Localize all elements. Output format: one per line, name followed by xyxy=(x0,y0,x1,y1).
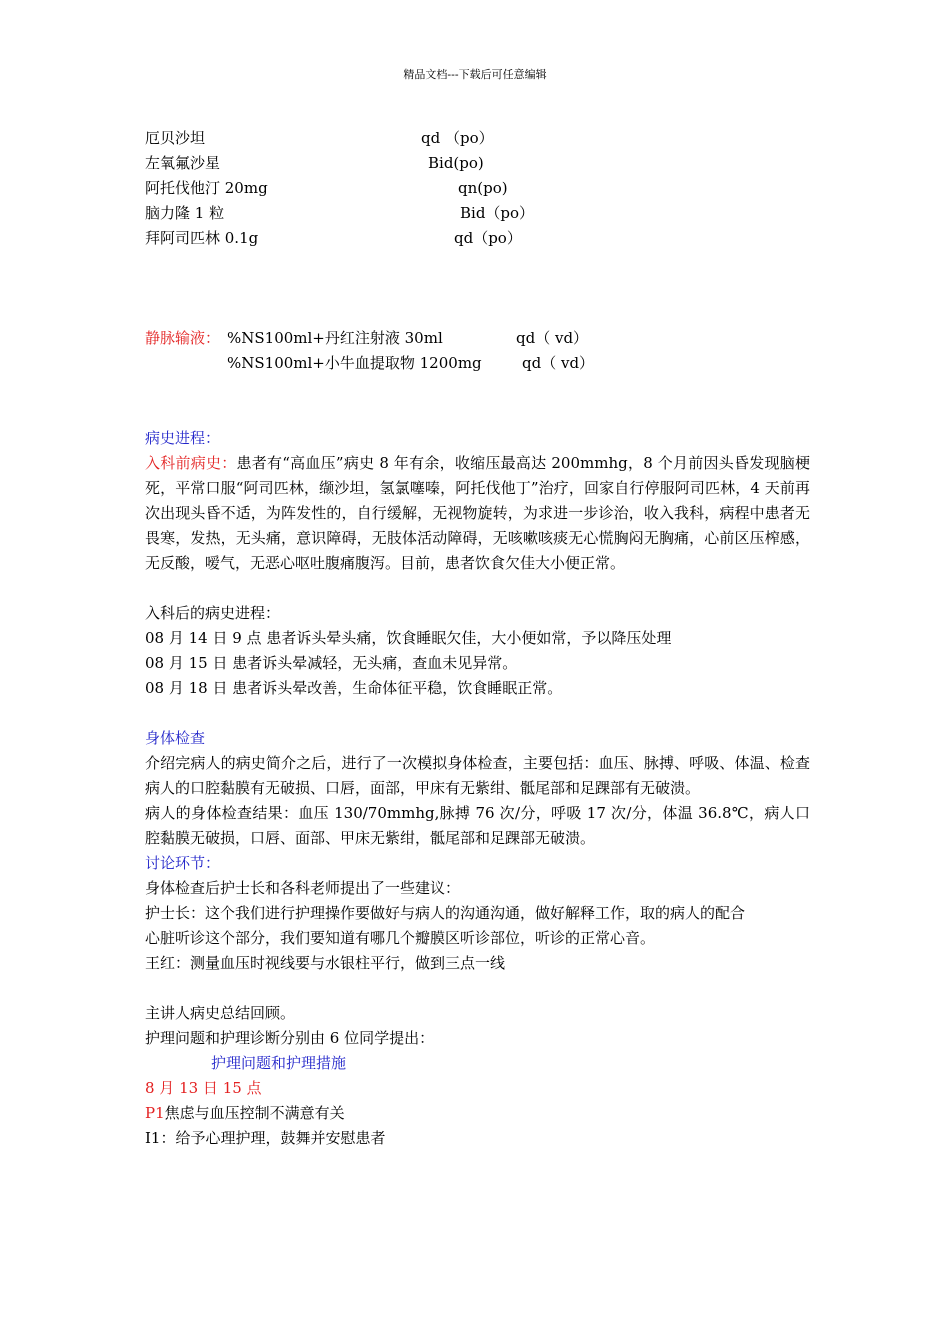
iv-label: 静脉输液： xyxy=(145,329,221,347)
medication-frequency: qd （po） xyxy=(421,129,494,147)
document-body xyxy=(145,126,810,1151)
discussion-title: 讨论环节： xyxy=(145,854,221,872)
history-title: 病史进程： xyxy=(145,429,221,447)
iv-drug: %NS100ml+丹红注射液 30ml xyxy=(227,329,443,347)
nursing-subtitle: 护理问题和护理措施 xyxy=(211,1054,347,1072)
head-nurse-comment: 护士长：这个我们进行护理操作要做好与病人的沟通沟通，做好解释工作，取的病人的配合 xyxy=(145,904,746,922)
summary-line: 主讲人病史总结回顾。 xyxy=(145,1004,296,1022)
medication-frequency: Bid（po） xyxy=(460,204,535,222)
page-header: 精品文档---下载后可任意编辑 xyxy=(403,68,547,81)
exam-result: 病人的身体检查结果：血压 130/70mmhg,脉搏 76 次/分，呼吸 17 次/分，体温 36.8℃，病人口腔黏膜无破损，口唇、面部、甲床无紫绀，骶尾部和足踝部无破溃。 xyxy=(145,804,810,847)
iv-frequency: qd（ vd） xyxy=(522,354,595,372)
iv-frequency: qd（ vd） xyxy=(516,329,589,347)
pre-history-label: 入科前病史： xyxy=(145,454,237,472)
heart-auscultation-comment: 心脏听诊这个部分，我们要知道有哪几个瓣膜区听诊部位，听诊的正常心音。 xyxy=(145,929,656,947)
summary-line: 护理问题和护理诊断分别由 6 位同学提出： xyxy=(145,1029,435,1047)
p1-text: 焦虑与血压控制不满意有关 xyxy=(164,1104,345,1122)
pre-admission-history xyxy=(145,451,810,576)
problem-p1 xyxy=(145,1101,810,1126)
p1-label: P1 xyxy=(145,1104,165,1122)
medication-name: 拜阿司匹林 0.1g xyxy=(145,229,259,247)
post-history-title: 入科后的病史进程： xyxy=(145,604,281,622)
nursing-date: 8 月 13 日 15 点 xyxy=(145,1079,262,1097)
medication-row xyxy=(145,201,810,226)
history-entry: 08 月 18 日 患者诉头晕改善，生命体征平稳，饮食睡眠正常。 xyxy=(145,679,563,697)
medication-name: 厄贝沙坦 xyxy=(145,129,206,147)
wang-comment: 王红：测量血压时视线要与水银柱平行，做到三点一线 xyxy=(145,954,506,972)
medication-frequency: Bid(po) xyxy=(428,154,484,172)
iv-row xyxy=(145,326,810,351)
discussion-intro: 身体检查后护士长和各科老师提出了一些建议： xyxy=(145,879,461,897)
medication-frequency: qd（po） xyxy=(454,229,522,247)
exam-title: 身体检查 xyxy=(145,729,206,747)
intervention-i1: I1：给予心理护理，鼓舞并安慰患者 xyxy=(145,1129,386,1147)
iv-row xyxy=(145,351,810,376)
medication-name: 左氧氟沙星 xyxy=(145,154,221,172)
medication-frequency: qn(po) xyxy=(458,179,508,197)
history-entry: 08 月 14 日 9 点 患者诉头晕头痛，饮食睡眠欠佳，大小便如常，予以降压处理 xyxy=(145,629,672,647)
medication-row xyxy=(145,176,810,201)
medication-name: 脑力隆 1 粒 xyxy=(145,204,225,222)
iv-drug: %NS100ml+小牛血提取物 1200mg xyxy=(227,354,482,372)
medication-row xyxy=(145,126,810,151)
medication-row xyxy=(145,226,810,251)
history-entry: 08 月 15 日 患者诉头晕减轻，无头痛，查血未见异常。 xyxy=(145,654,518,672)
pre-history-text: 患者有“高血压”病史 8 年有余，收缩压最高达 200mmhg，8 个月前因头昏发现脑梗死，平常口服“阿司匹林，缬沙坦，氢氯噻嗪，阿托伐他丁”治疗，回家自行停服阿司匹林，4 天前再次出现头昏不适，为阵发性的，自行缓解，无视物旋转，为求进一步诊治，收入我科，病程中患者无畏寒，发热，无头痛，意识障碍，无肢体活动障碍，无咳嗽咳痰无心慌胸闷无胸痛，心前区压榨感，无反酸，嗳气，无恶心呕吐腹痛腹泻。目前，患者饮食欠佳大小便正常。 xyxy=(145,454,810,572)
medication-row xyxy=(145,151,810,176)
exam-intro: 介绍完病人的病史简介之后，进行了一次模拟身体检查，主要包括：血压、脉搏、呼吸、体温、检查病人的口腔黏膜有无破损、口唇，面部，甲床有无紫绀、骶尾部和足踝部有无破溃。 xyxy=(145,754,810,797)
medication-name: 阿托伐他汀 20mg xyxy=(145,179,268,197)
